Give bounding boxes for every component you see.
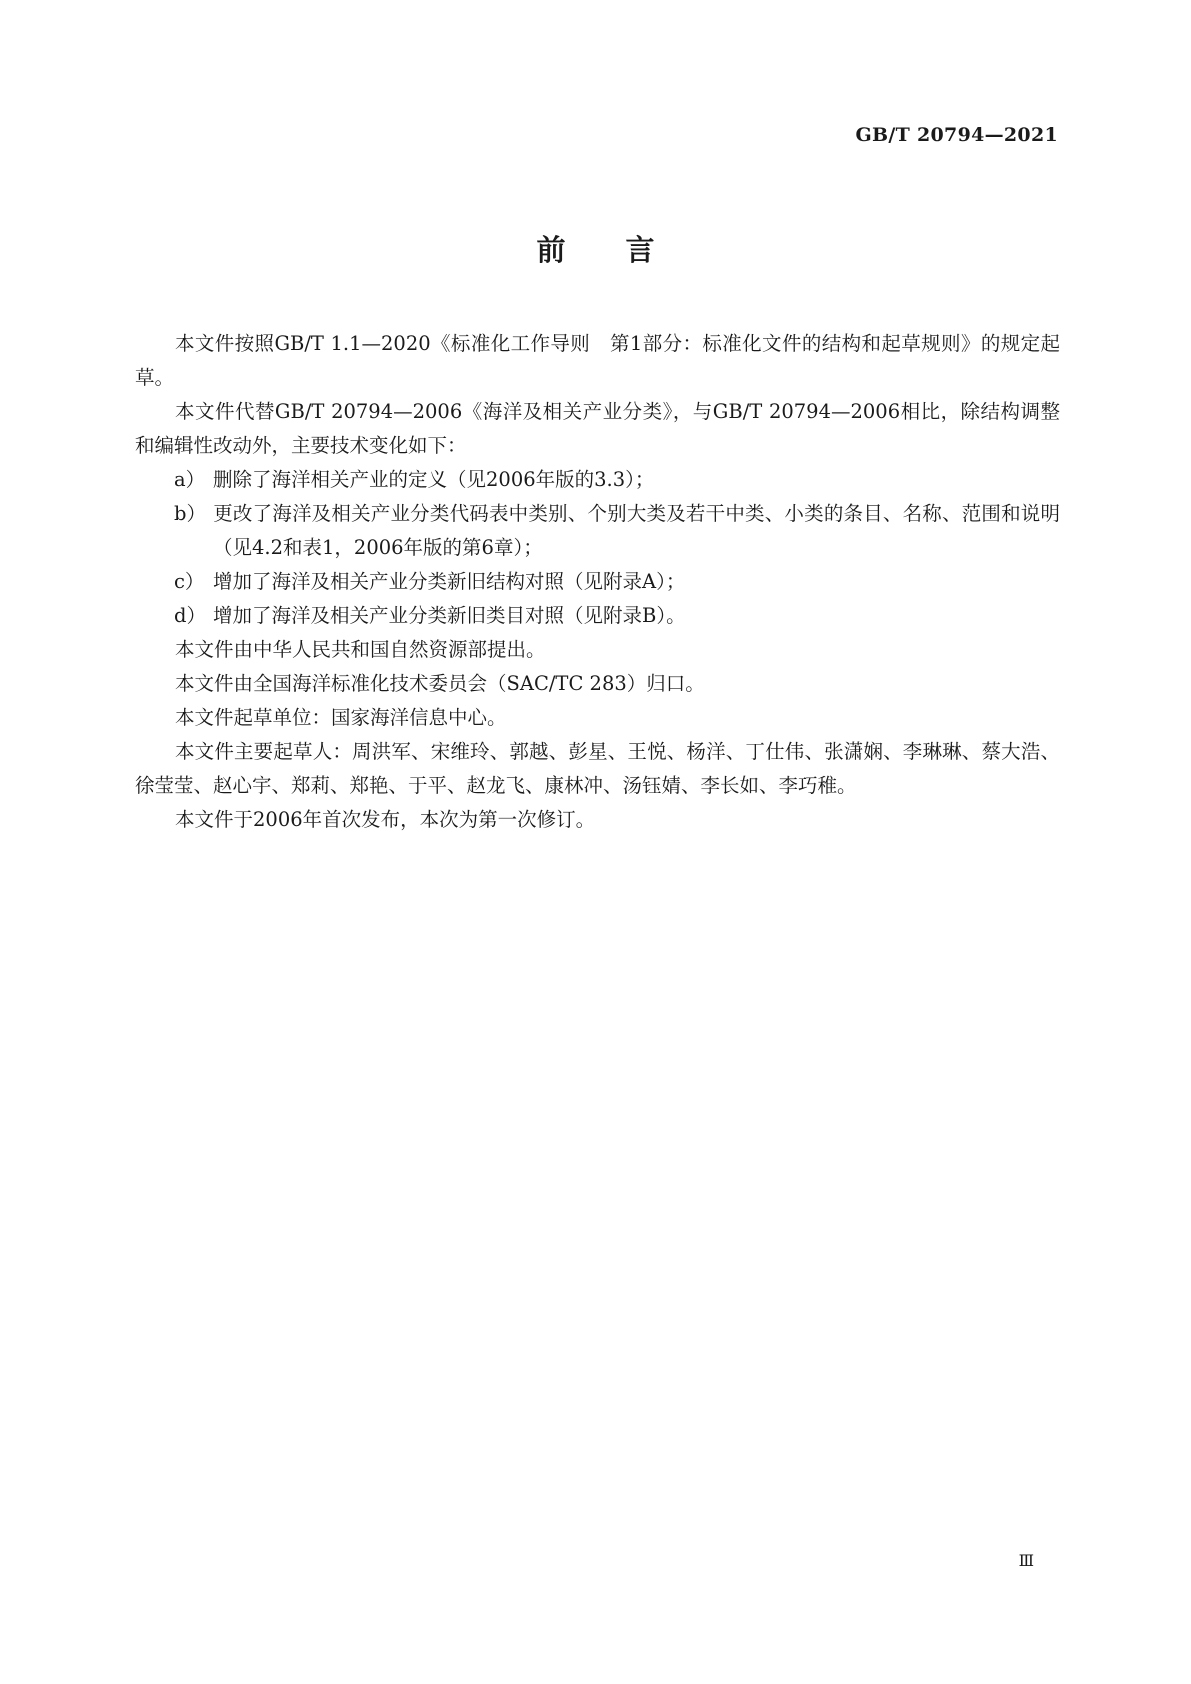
list-marker: c） <box>174 570 205 593</box>
standard-number: GB/T 20794—2021 <box>855 124 1058 146</box>
paragraph-drafters: 本文件主要起草人：周洪军、宋维玲、郭越、彭星、王悦、杨洋、丁仕伟、张潇娴、李琳琳、蔡大浩、徐莹莹、赵心宇、郑莉、郑艳、于平、赵龙飞、康林冲、汤钰婧、李长如、李巧稚。 <box>135 740 1060 797</box>
foreword-body <box>135 327 1060 837</box>
list-marker: d） <box>174 604 206 627</box>
list-marker: b） <box>174 502 206 525</box>
paragraph-replacement: 本文件代替GB/T 20794—2006《海洋及相关产业分类》，与GB/T 20794—2006相比，除结构调整和编辑性改动外，主要技术变化如下： <box>135 400 1060 457</box>
list-item <box>135 599 1060 633</box>
paragraph-committee: 本文件由全国海洋标准化技术委员会（SAC/TC 283）归口。 <box>175 672 705 695</box>
list-item-text: 增加了海洋及相关产业分类新旧类目对照（见附录B）。 <box>213 604 686 627</box>
list-marker: a） <box>174 468 206 491</box>
list-item <box>135 565 1060 599</box>
list-item-text: 删除了海洋相关产业的定义（见2006年版的3.3）； <box>213 468 655 491</box>
paragraph-proposer: 本文件由中华人民共和国自然资源部提出。 <box>175 638 546 661</box>
paragraph-publication-history: 本文件于2006年首次发布，本次为第一次修订。 <box>175 808 596 831</box>
list-item <box>135 463 1060 497</box>
list-item-text: 更改了海洋及相关产业分类代码表中类别、个别大类及若干中类、小类的条目、名称、范围和说明（见4.2和表1，2006年版的第6章）； <box>213 502 1060 559</box>
list-item-text: 增加了海洋及相关产业分类新旧结构对照（见附录A）； <box>213 570 686 593</box>
page-title: 前言 <box>536 233 715 267</box>
paragraph-drafting-rules: 本文件按照GB/T 1.1—2020《标准化工作导则 第1部分：标准化文件的结构和起草规则》的规定起草。 <box>135 332 1060 389</box>
paragraph-drafting-unit: 本文件起草单位：国家海洋信息中心。 <box>175 706 507 729</box>
page-number: Ⅲ <box>1018 1551 1034 1570</box>
list-item <box>135 497 1060 565</box>
